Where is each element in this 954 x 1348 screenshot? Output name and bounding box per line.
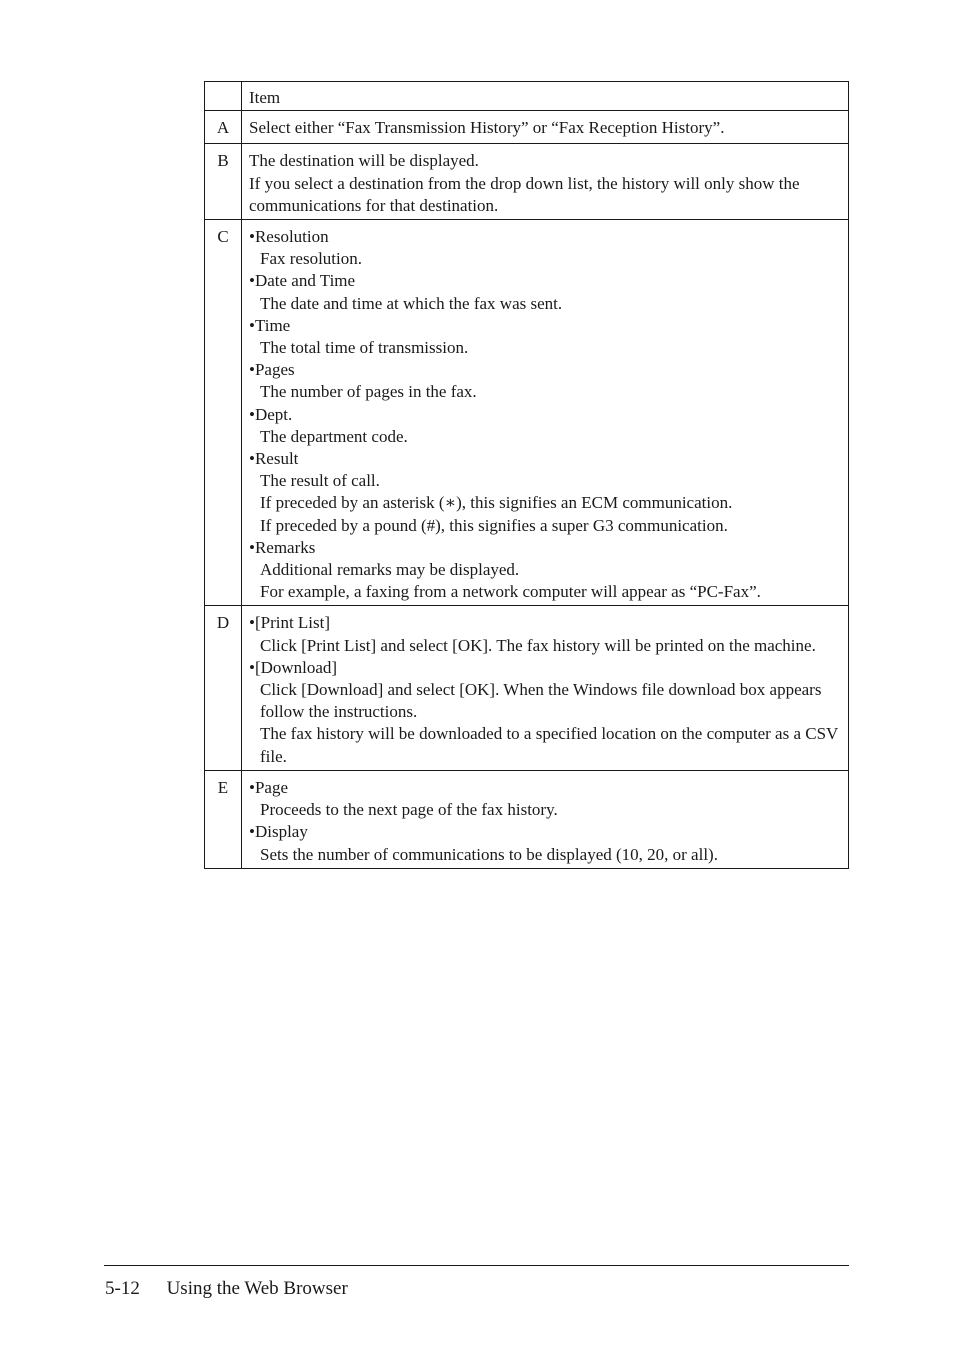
page-number: 5-12 (105, 1278, 140, 1299)
bullet-text: The total time of transmission. (260, 338, 469, 358)
header-item-cell: Item (242, 82, 849, 111)
row-key: D (205, 606, 242, 770)
row-key: E (205, 770, 242, 868)
bullet-text: Sets the number of communications to be displayed (10, 20, or all). (260, 844, 718, 864)
bullet-heading: •Resolution (249, 227, 329, 247)
bullet-heading: •Time (249, 315, 291, 335)
bullet-text: Proceeds to the next page of the fax history. (260, 800, 558, 820)
bullet-text: If preceded by an asterisk (∗), this signifies an ECM communication. (260, 493, 733, 513)
bullet-text: Click [Print List] and select [OK]. The fax history will be printed on the machine. (260, 635, 816, 655)
table-row-d (205, 606, 849, 770)
bullet-heading: •Display (249, 822, 308, 842)
bullet-heading: •[Print List] (249, 613, 331, 633)
bullet-text: Additional remarks may be displayed. (260, 560, 520, 580)
bullet-heading: •Remarks (249, 537, 316, 557)
description-line: The destination will be displayed. (249, 151, 479, 171)
bullet-text: Click [Download] and select [OK]. When the Windows file download box appears follow the instructions. (260, 680, 822, 722)
row-description (242, 606, 849, 770)
description-table (204, 81, 849, 869)
bullet-heading: •Pages (249, 360, 295, 380)
bullet-text: If preceded by a pound (#), this signifies a super G3 communication. (260, 515, 728, 535)
table-row-b (205, 144, 849, 220)
section-title: Using the Web Browser (166, 1278, 348, 1299)
bullet-text: The fax history will be downloaded to a specified location on the computer as a CSV file. (260, 724, 839, 766)
row-key: B (205, 144, 242, 220)
row-description (242, 144, 849, 220)
row-key: A (205, 111, 242, 144)
page-footer (105, 1277, 348, 1301)
header-key-cell (205, 82, 242, 111)
row-description (242, 770, 849, 868)
bullet-heading: •Dept. (249, 404, 293, 424)
row-description (242, 220, 849, 606)
table-row-e (205, 770, 849, 868)
bullet-text: The number of pages in the fax. (260, 382, 477, 402)
bullet-heading: •[Download] (249, 657, 338, 677)
description-line: Select either “Fax Transmission History” or “Fax Reception History”. (249, 118, 725, 138)
bullet-text: The department code. (260, 426, 408, 446)
row-description (242, 111, 849, 144)
bullet-heading: •Date and Time (249, 271, 356, 291)
description-line: If you select a destination from the drop down list, the history will only show the communications for that destination. (249, 173, 800, 215)
bullet-text: The date and time at which the fax was sent. (260, 293, 563, 313)
row-key: C (205, 220, 242, 606)
table-header-row (205, 82, 849, 111)
table-row-a (205, 111, 849, 144)
bullet-text: The result of call. (260, 471, 380, 491)
bullet-text: For example, a faxing from a network computer will appear as “PC-Fax”. (260, 582, 761, 602)
bullet-heading: •Result (249, 449, 299, 469)
table-row-c (205, 220, 849, 606)
bullet-text: Fax resolution. (260, 249, 362, 269)
footer-divider (104, 1265, 849, 1266)
bullet-heading: •Page (249, 777, 288, 797)
